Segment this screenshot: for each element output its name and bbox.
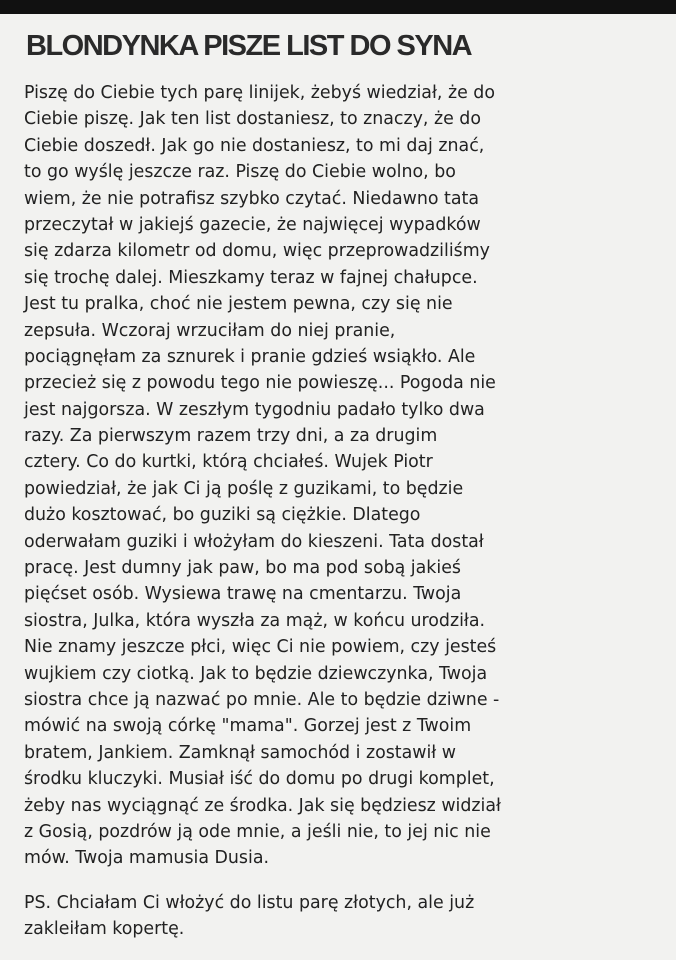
letter-line: mów. Twoja mamusia Dusia. bbox=[24, 848, 270, 869]
letter-line: przeczytał w jakiejś gazecie, że najwięcej wypadków bbox=[24, 214, 481, 235]
letter-line: jest najgorsza. W zeszłym tygodniu padało tylko dwa bbox=[24, 399, 485, 420]
letter-line: pociągnęłam za sznurek i pranie gdzieś wsiąkło. Ale bbox=[24, 346, 476, 367]
letter-line: cztery. Co do kurtki, którą chciałeś. Wujek Piotr bbox=[24, 452, 433, 473]
letter-line: Ciebie doszedł. Jak go nie dostaniesz, to mi daj znać, bbox=[24, 135, 485, 156]
top-border bbox=[0, 0, 676, 14]
postscript-line: zakleiłam kopertę. bbox=[24, 919, 185, 940]
bottom-margin bbox=[0, 950, 676, 960]
letter-line: się zdarza kilometr od domu, więc przeprowadziliśmy bbox=[24, 241, 490, 262]
letter-line: żeby nas wyciągnąć ze środka. Jak się będziesz widział bbox=[24, 795, 501, 816]
letter-line: pięćset osób. Wysiewa trawę na cmentarzu. Twoja bbox=[24, 584, 462, 605]
letter-line: przecież się z powodu tego nie powieszę... Pogoda nie bbox=[24, 373, 496, 394]
postscript-line: PS. Chciałam Ci włożyć do listu parę złotych, ale już bbox=[24, 893, 475, 913]
letter-line: wujkiem czy ciotką. Jak to będzie dziewczynka, Twoja bbox=[24, 663, 488, 684]
letter-line: się trochę dalej. Mieszkamy teraz w fajnej chałupce. bbox=[24, 267, 478, 288]
letter-line: siostra, Julka, która wyszła za mąż, w końcu urodziła. bbox=[24, 610, 486, 631]
letter-line: Piszę do Ciebie tych parę linijek, żebyś wiedział, że do bbox=[24, 83, 495, 103]
letter-line: dużo kosztować, bo guziki są ciężkie. Dlatego bbox=[24, 505, 421, 526]
letter-line: Ciebie piszę. Jak ten list dostaniesz, to znaczy, że do bbox=[24, 109, 481, 130]
letter-line: bratem, Jankiem. Zamknął samochód i zostawił w bbox=[24, 742, 456, 763]
letter-line: oderwałam guziki i włożyłam do kieszeni. Tata dostał bbox=[24, 531, 484, 552]
letter-body bbox=[24, 80, 664, 872]
letter-line: Jest tu pralka, choć nie jestem pewna, czy się nie bbox=[24, 294, 453, 315]
letter-line: mówić na swoją córkę "mama". Gorzej jest z Twoim bbox=[24, 716, 472, 737]
letter-line: to go wyślę jeszcze raz. Piszę do Ciebie wolno, bo bbox=[24, 162, 456, 183]
letter-line: pracę. Jest dumny jak paw, bo ma pod sobą jakieś bbox=[24, 558, 461, 579]
letter-line: zepsuła. Wczoraj wrzuciłam do niej pranie, bbox=[24, 320, 396, 341]
postscript bbox=[24, 890, 664, 943]
page-title: BLONDYNKA PISZE LIST DO SYNA bbox=[26, 30, 472, 62]
letter-line: z Gosią, pozdrów ją ode mnie, a jeśli nie, to jej nic nie bbox=[24, 821, 491, 842]
letter-line: siostra chce ją nazwać po mnie. Ale to będzie dziwne - bbox=[24, 689, 500, 710]
letter-line: Nie znamy jeszcze płci, więc Ci nie powiem, czy jesteś bbox=[24, 637, 497, 658]
letter-line: razy. Za pierwszym razem trzy dni, a za drugim bbox=[24, 426, 438, 447]
letter-line: powiedział, że jak Ci ją poślę z guzikami, to będzie bbox=[24, 478, 464, 499]
letter-line: wiem, że nie potrafisz szybko czytać. Niedawno tata bbox=[24, 188, 479, 209]
letter-line: środku kluczyki. Musiał iść do domu po drugi komplet, bbox=[24, 769, 495, 790]
